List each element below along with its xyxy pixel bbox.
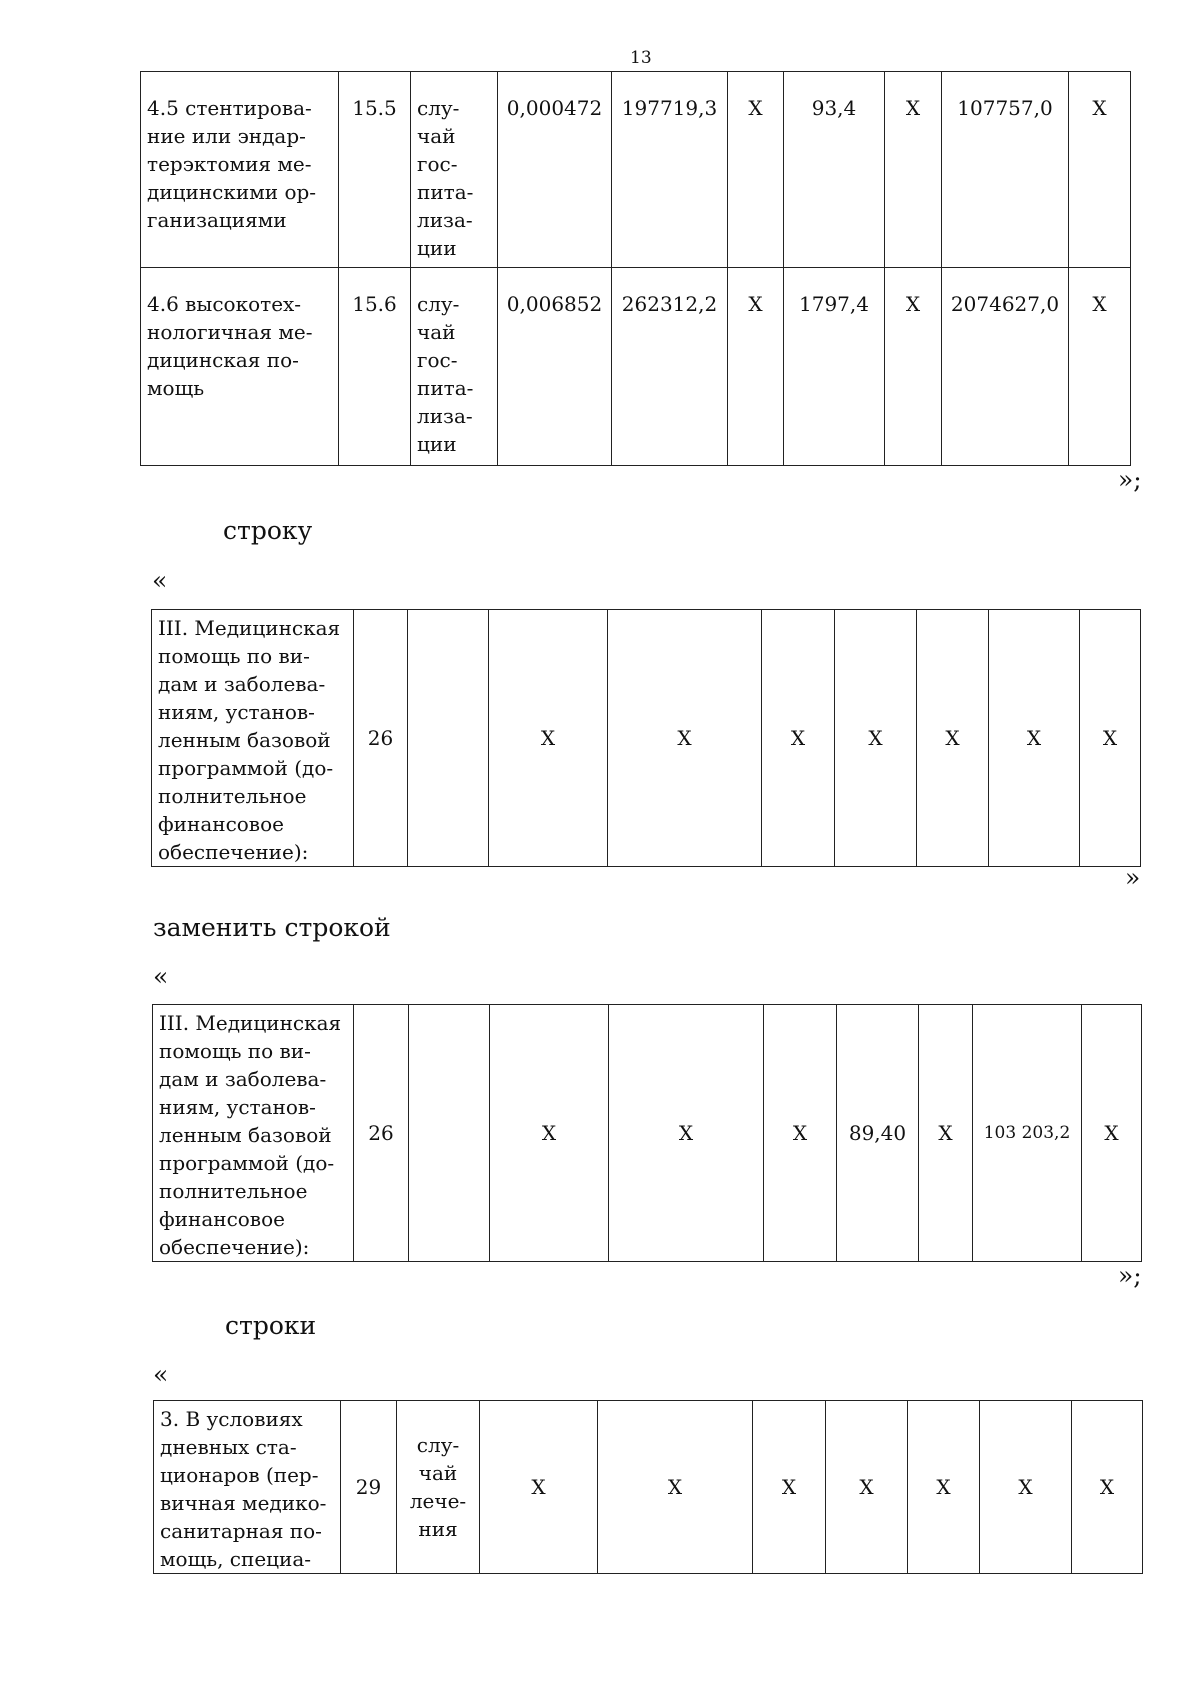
table-row — [141, 72, 1131, 268]
closing-quote: » — [1125, 863, 1141, 892]
value-cell: X — [885, 268, 942, 466]
table-rows-4-5-4-6 — [140, 71, 1131, 466]
cost-cell: 262312,2 — [612, 268, 728, 466]
row-name-cell: III. Медицинская помощь по ви- дам и заболева- ниям, установ- ленным базовой программой (до- полнительное финансовое обеспечение): — [152, 610, 354, 867]
opening-quote: « — [153, 1360, 169, 1389]
row-name-cell: 4.5 стентирова- ние или эндар- терэктомия ме- дицинскими ор- ганизациями — [141, 72, 339, 268]
closing-quote: »; — [1118, 465, 1142, 494]
value-cell: 1797,4 — [784, 268, 885, 466]
value-cell: 103 203,2 — [973, 1005, 1082, 1262]
unit-cell: слу- чай гос- пита- лиза- ции — [411, 268, 498, 466]
table-row-3-day-hospital — [153, 1400, 1143, 1574]
value-cell: X — [908, 1401, 980, 1574]
value-cell: X — [728, 72, 784, 268]
value-cell: X — [489, 610, 608, 867]
value-cell: 2074627,0 — [942, 268, 1069, 466]
cost-cell: 197719,3 — [612, 72, 728, 268]
value-cell: X — [753, 1401, 826, 1574]
row-name-cell: 4.6 высокотех- нологичная ме- дицинская по- мощь — [141, 268, 339, 466]
value-cell: X — [598, 1401, 753, 1574]
table-row — [152, 610, 1141, 867]
row-code-cell: 26 — [354, 1005, 409, 1262]
norm-cell: 0,006852 — [498, 268, 612, 466]
label-replace: заменить строкой — [153, 913, 391, 942]
row-code-cell: 15.6 — [339, 268, 411, 466]
value-cell: X — [1080, 610, 1141, 867]
value-cell: X — [764, 1005, 837, 1262]
value-cell: X — [917, 610, 989, 867]
row-name-cell: 3. В условиях дневных ста- ционаров (пер- вичная медико- санитарная по- мощь, специа- — [154, 1401, 341, 1574]
row-code-cell: 29 — [341, 1401, 397, 1574]
label-stroki: строки — [225, 1311, 317, 1340]
value-cell: X — [609, 1005, 764, 1262]
opening-quote: « — [153, 962, 169, 991]
value-cell: X — [980, 1401, 1072, 1574]
value-cell: X — [728, 268, 784, 466]
value-cell: X — [490, 1005, 609, 1262]
value-cell: X — [1082, 1005, 1142, 1262]
row-code-cell: 26 — [354, 610, 408, 867]
table-row-iii-new — [152, 1004, 1142, 1262]
row-name-cell: III. Медицинская помощь по ви- дам и заболева- ниям, установ- ленным базовой программой (до- полнительное финансовое обеспечение): — [153, 1005, 354, 1262]
opening-quote: « — [152, 566, 168, 595]
value-cell: X — [885, 72, 942, 268]
page-number: 13 — [630, 48, 652, 68]
value-cell: X — [919, 1005, 973, 1262]
unit-cell — [408, 610, 489, 867]
value-cell: X — [989, 610, 1080, 867]
unit-cell — [409, 1005, 490, 1262]
value-cell: X — [835, 610, 917, 867]
value-cell: X — [826, 1401, 908, 1574]
table-row — [141, 268, 1131, 466]
value-cell: X — [608, 610, 762, 867]
table-row-iii-old — [151, 609, 1141, 867]
value-cell: X — [1069, 268, 1131, 466]
value-cell: X — [1072, 1401, 1143, 1574]
unit-cell: слу- чай гос- пита- лиза- ции — [411, 72, 498, 268]
value-cell: X — [762, 610, 835, 867]
value-cell: 107757,0 — [942, 72, 1069, 268]
unit-cell: слу- чай лече- ния — [397, 1401, 480, 1574]
row-code-cell: 15.5 — [339, 72, 411, 268]
label-stroku: строку — [223, 516, 313, 545]
value-cell: X — [1069, 72, 1131, 268]
value-cell: 93,4 — [784, 72, 885, 268]
closing-quote: »; — [1118, 1261, 1142, 1290]
table-row — [154, 1401, 1143, 1574]
norm-cell: 0,000472 — [498, 72, 612, 268]
value-cell: X — [480, 1401, 598, 1574]
value-cell: 89,40 — [837, 1005, 919, 1262]
table-row — [153, 1005, 1142, 1262]
